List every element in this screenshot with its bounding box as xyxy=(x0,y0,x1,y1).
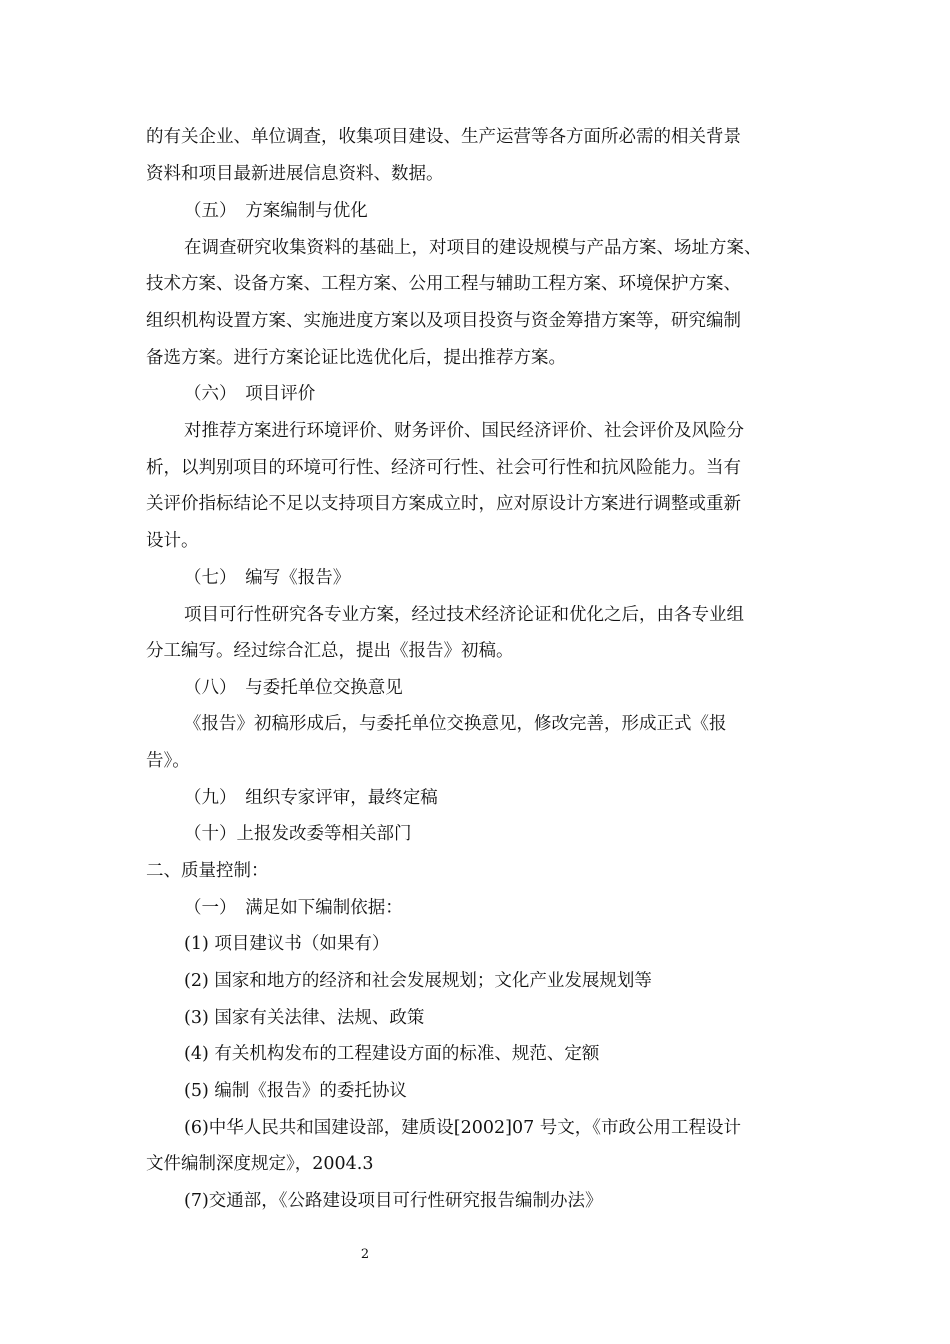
list-item: (6)中华人民共和国建设部，建质设[2002]07 号文，《市政公用工程设计 xyxy=(184,1118,742,1138)
text-line: 的有关企业、单位调查，收集项目建设、生产运营等各方面所必需的相关背景 xyxy=(146,127,741,147)
text-line: 技术方案、设备方案、工程方案、公用工程与辅助工程方案、环境保护方案、 xyxy=(146,274,741,294)
text-line: 设计。 xyxy=(146,531,199,551)
section-heading: （一） 满足如下编制依据： xyxy=(184,898,403,918)
list-item: (2) 国家和地方的经济和社会发展规划；文化产业发展规划等 xyxy=(184,971,652,991)
text-line: 对推荐方案进行环境评价、财务评价、国民经济评价、社会评价及风险分 xyxy=(184,421,744,441)
section-heading: （六） 项目评价 xyxy=(184,384,316,404)
text-line: 析，以判别项目的环境可行性、经济可行性、社会可行性和抗风险能力。当有 xyxy=(146,458,741,478)
section-heading: （七） 编写《报告》 xyxy=(184,568,351,588)
list-item: (5) 编制《报告》的委托协议 xyxy=(184,1081,407,1101)
page-number: 2 xyxy=(360,1247,370,1262)
list-item: (3) 国家有关法律、法规、政策 xyxy=(184,1008,425,1028)
list-item: (1) 项目建议书（如果有） xyxy=(184,934,390,954)
list-item: (4) 有关机构发布的工程建设方面的标准、规范、定额 xyxy=(184,1044,600,1064)
text-line: 文件编制深度规定》，2004.3 xyxy=(146,1154,374,1174)
text-line: 分工编写。经过综合汇总，提出《报告》初稿。 xyxy=(146,641,514,661)
text-line: 组织机构设置方案、实施进度方案以及项目投资与资金筹措方案等，研究编制 xyxy=(146,311,741,331)
text-line: 《报告》初稿形成后，与委托单位交换意见，修改完善，形成正式《报 xyxy=(184,714,727,734)
list-item: (7)交通部，《公路建设项目可行性研究报告编制办法》 xyxy=(184,1191,603,1211)
section-heading: （九） 组织专家评审，最终定稿 xyxy=(184,788,438,808)
text-line: 备选方案。进行方案论证比选优化后，提出推荐方案。 xyxy=(146,348,566,368)
section-heading: （八） 与委托单位交换意见 xyxy=(184,678,403,698)
section-heading: （五） 方案编制与优化 xyxy=(184,201,368,221)
section-heading: （十）上报发改委等相关部门 xyxy=(184,824,412,844)
text-line: 告》。 xyxy=(146,751,190,771)
text-line: 关评价指标结论不足以支持项目方案成立时，应对原设计方案进行调整或重新 xyxy=(146,494,741,514)
text-line: 在调查研究收集资料的基础上，对项目的建设规模与产品方案、场址方案、 xyxy=(184,238,762,258)
text-line: 资料和项目最新进展信息资料、数据。 xyxy=(146,164,444,184)
chapter-heading: 二、质量控制： xyxy=(146,861,269,881)
text-line: 项目可行性研究各专业方案，经过技术经济论证和优化之后，由各专业组 xyxy=(184,605,744,625)
